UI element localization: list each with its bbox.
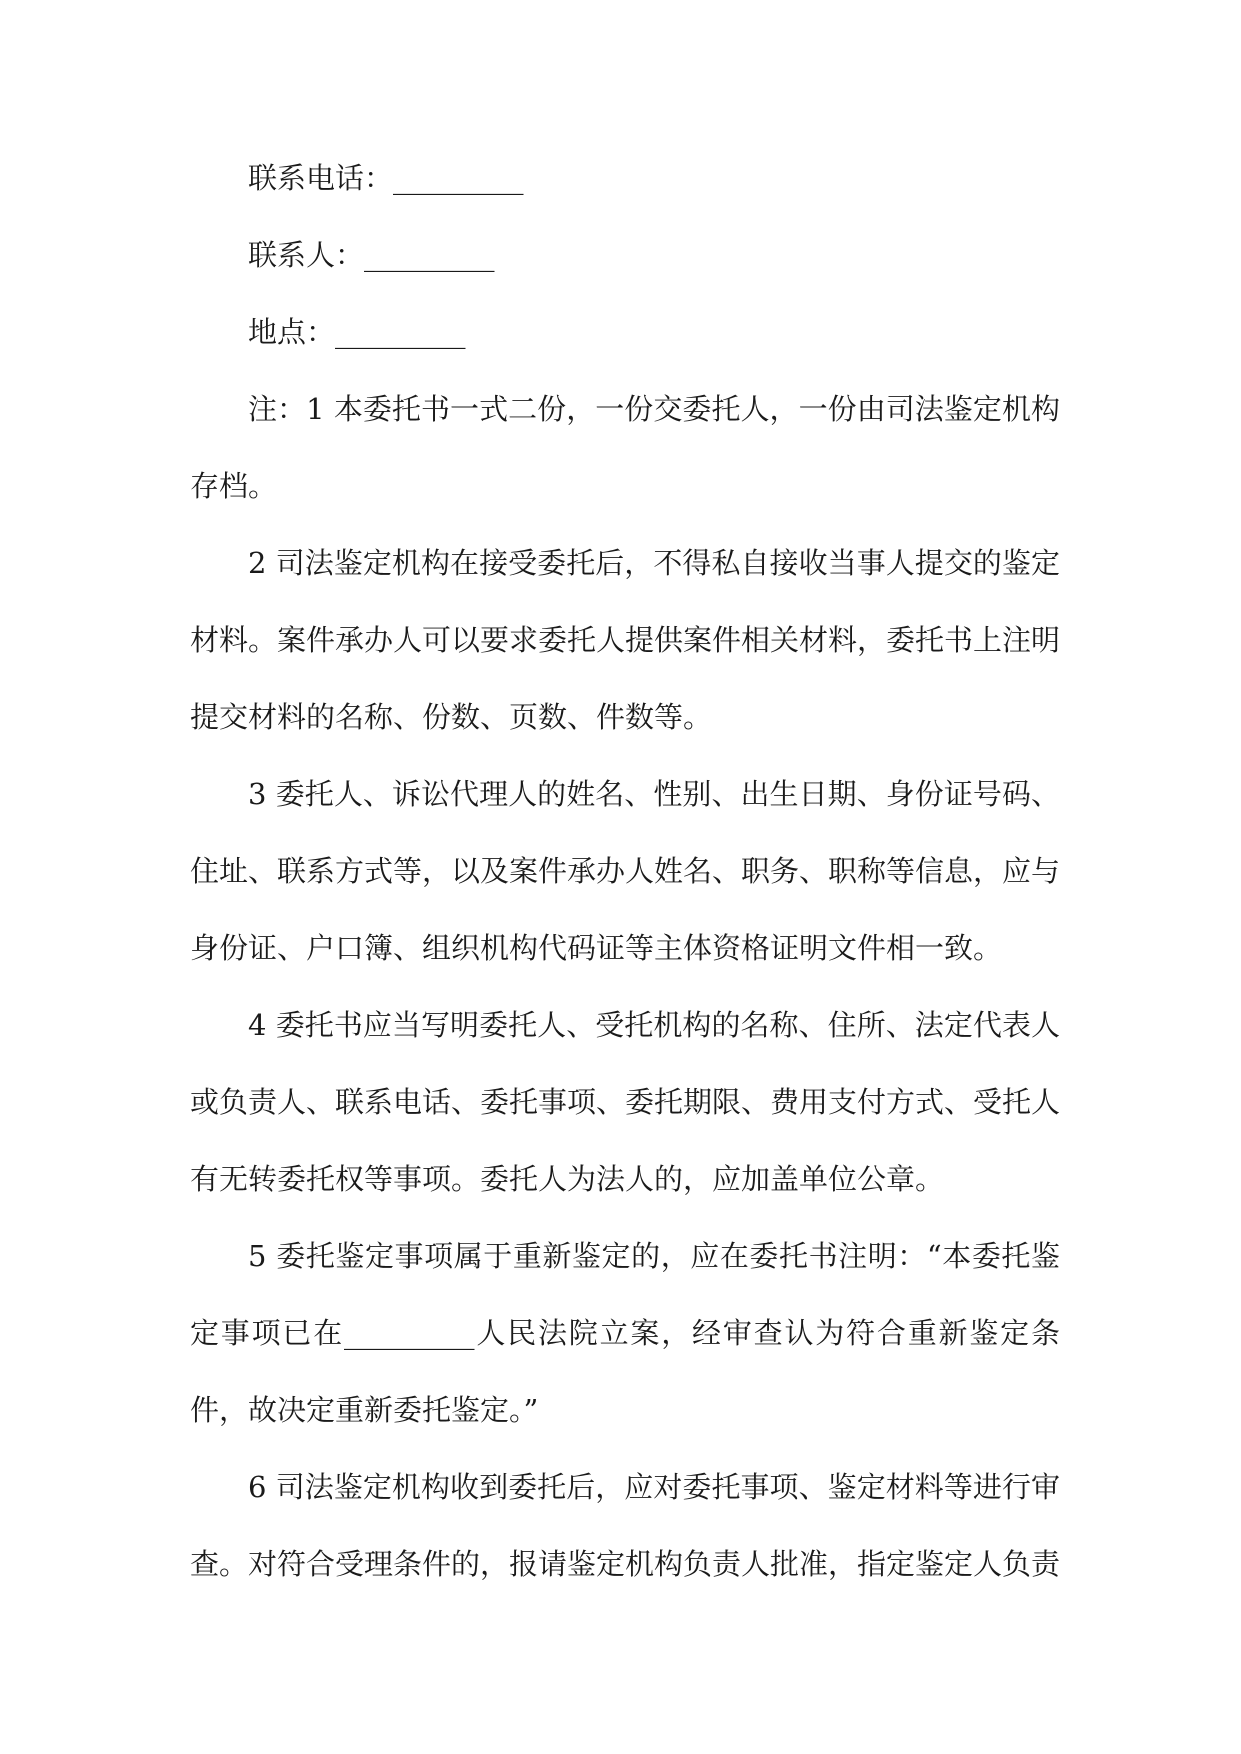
note-1: 注：1 本委托书一式二份，一份交委托人，一份由司法鉴定机构存档。 [190, 392, 1060, 503]
location-field [190, 294, 1060, 371]
location-label: 地点： [248, 315, 336, 349]
contact-phone-label: 联系电话： [248, 161, 394, 195]
note-4: 4 委托书应当写明委托人、受托机构的名称、住所、法定代表人或负责人、联系电话、委托事项、委托期限、费用支付方式、受托人有无转委托权等事项。委托人为法人的，应加盖单位公章。 [190, 1008, 1061, 1196]
document-body [190, 140, 1060, 1603]
note-2: 2 司法鉴定机构在接受委托后，不得私自接收当事人提交的鉴定材料。案件承办人可以要求委托人提供案件相关材料，委托书上注明提交材料的名称、份数、页数、件数等。 [190, 546, 1061, 734]
location-blank: _________ [335, 315, 466, 349]
contact-person-field [190, 217, 1060, 294]
note-6: 6 司法鉴定机构收到委托后，应对委托事项、鉴定材料等进行审查。对符合受理条件的，报请鉴定机构负责人批准，指定鉴定人负责 [190, 1470, 1061, 1581]
contact-phone-field [190, 140, 1060, 217]
contact-phone-blank: _________ [393, 161, 524, 195]
contact-person-label: 联系人： [248, 238, 365, 272]
note-5: 5 委托鉴定事项属于重新鉴定的，应在委托书注明：“本委托鉴定事项已在_________人民法院立案，经审查认为符合重新鉴定条件，故决定重新委托鉴定。” [190, 1239, 1060, 1427]
note-3: 3 委托人、诉讼代理人的姓名、性别、出生日期、身份证号码、住址、联系方式等，以及案件承办人姓名、职务、职称等信息，应与身份证、户口簿、组织机构代码证等主体资格证明文件相一致。 [190, 777, 1061, 965]
contact-person-blank: _________ [364, 238, 495, 272]
